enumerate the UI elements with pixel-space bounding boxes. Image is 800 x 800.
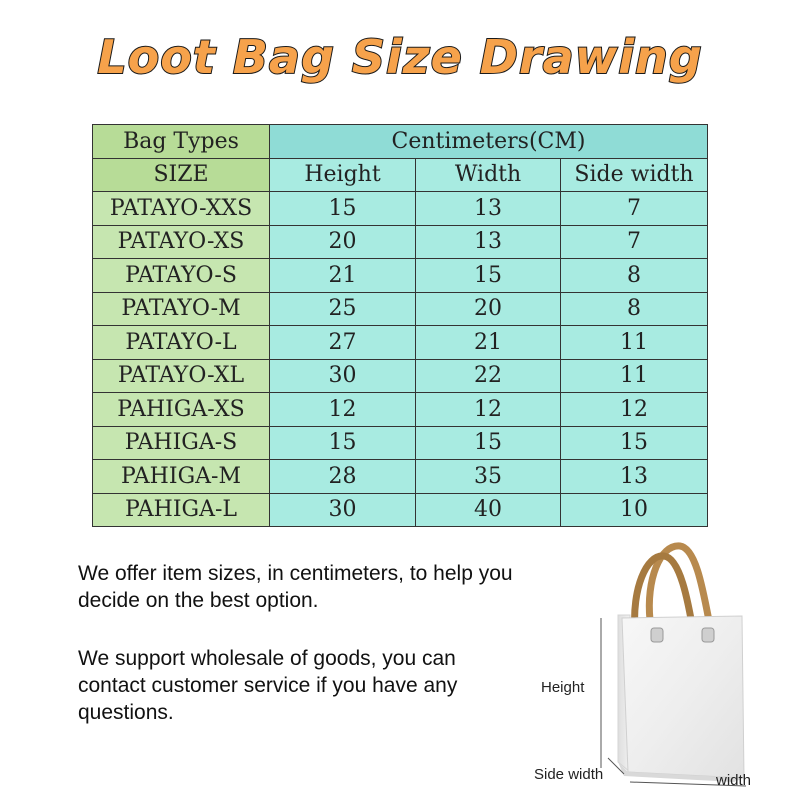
table-row: [93, 493, 708, 527]
rivet-left: [651, 628, 663, 642]
height-cell: 30: [270, 493, 416, 527]
bag-type-cell: PATAYO-L: [93, 326, 270, 360]
width-cell: 40: [416, 493, 561, 527]
height-cell: 25: [270, 292, 416, 326]
bag-front-panel: [622, 616, 744, 778]
table-row: [93, 292, 708, 326]
width-cell: 20: [416, 292, 561, 326]
width-label: width: [716, 772, 752, 789]
height-cell: 15: [270, 192, 416, 226]
centimeters-header: Centimeters(CM): [270, 125, 708, 159]
table-row: [93, 426, 708, 460]
info-paragraph-sizes: We offer item sizes, in centimeters, to help you decide on the best option.: [78, 562, 513, 612]
height-cell: 12: [270, 393, 416, 427]
height-cell: 15: [270, 426, 416, 460]
side-width-cell: 11: [561, 326, 708, 360]
table-row: [93, 393, 708, 427]
bag-type-cell: PAHIGA-XS: [93, 393, 270, 427]
width-cell: 13: [416, 192, 561, 226]
table-row: [93, 460, 708, 494]
info-paragraph-wholesale: We support wholesale of goods, you can contact customer service if you have any questions.: [78, 647, 458, 724]
bag-type-cell: PATAYO-XXS: [93, 192, 270, 226]
table-row: [93, 259, 708, 293]
height-cell: 27: [270, 326, 416, 360]
bag-type-cell: PAHIGA-M: [93, 460, 270, 494]
side-width-cell: 7: [561, 192, 708, 226]
width-cell: 21: [416, 326, 561, 360]
width-cell: 35: [416, 460, 561, 494]
height-cell: 30: [270, 359, 416, 393]
bag-type-cell: PATAYO-S: [93, 259, 270, 293]
width-cell: 22: [416, 359, 561, 393]
bag-type-cell: PATAYO-XS: [93, 225, 270, 259]
height-cell: 20: [270, 225, 416, 259]
side-width-cell: 8: [561, 259, 708, 293]
height-cell: 28: [270, 460, 416, 494]
side-width-cell: 7: [561, 225, 708, 259]
height-column-header: Height: [270, 158, 416, 192]
bag-type-cell: PATAYO-M: [93, 292, 270, 326]
table-header-row: [93, 125, 708, 159]
side-width-cell: 13: [561, 460, 708, 494]
size-header: SIZE: [93, 158, 270, 192]
side-width-cell: 10: [561, 493, 708, 527]
height-label: Height: [541, 679, 585, 696]
bag-type-cell: PAHIGA-L: [93, 493, 270, 527]
side-width-cell: 8: [561, 292, 708, 326]
bag-types-header: Bag Types: [93, 125, 270, 159]
bag-diagram: [520, 540, 790, 800]
width-cell: 12: [416, 393, 561, 427]
side-width-label: Side width: [534, 766, 604, 783]
side-width-cell: 11: [561, 359, 708, 393]
side-width-cell: 12: [561, 393, 708, 427]
width-column-header: Width: [416, 158, 561, 192]
side-width-cell: 15: [561, 426, 708, 460]
table-row: [93, 225, 708, 259]
height-cell: 21: [270, 259, 416, 293]
table-row: [93, 326, 708, 360]
bag-type-cell: PATAYO-XL: [93, 359, 270, 393]
page-title: Loot Bag Size Drawing: [97, 30, 703, 84]
size-table: [92, 124, 708, 527]
bag-type-cell: PAHIGA-S: [93, 426, 270, 460]
table-row: [93, 359, 708, 393]
table-column-row: [93, 158, 708, 192]
side-width-column-header: Side width: [561, 158, 708, 192]
width-cell: 13: [416, 225, 561, 259]
width-cell: 15: [416, 259, 561, 293]
table-row: [93, 192, 708, 226]
width-cell: 15: [416, 426, 561, 460]
rivet-right: [702, 628, 714, 642]
